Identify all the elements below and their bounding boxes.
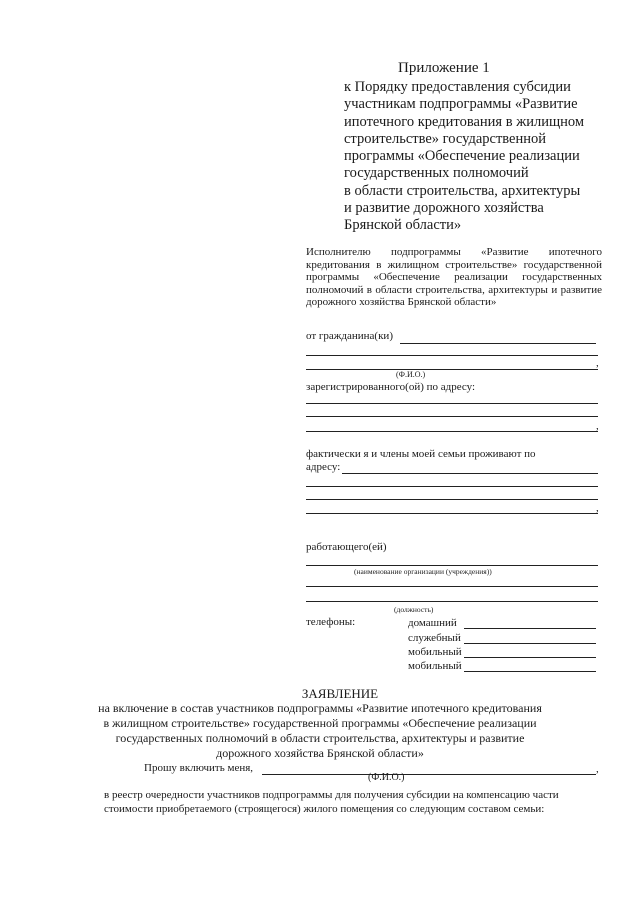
appendix-line: ипотечного кредитования в жилищном xyxy=(344,113,585,130)
statement-body-line: стоимости приобретаемого (строящегося) жилого помещения со следующим составом семьи: xyxy=(104,803,545,815)
registered-address-label: зарегистрированного(ой) по адресу: xyxy=(306,381,476,393)
phone-work-label: служебный xyxy=(408,632,461,644)
statement-body xyxy=(104,788,559,816)
appendix-title: Приложение 1 xyxy=(398,60,490,76)
statement-subtitle-line: на включение в состав участников подпрограммы «Развитие ипотечного кредитования xyxy=(98,701,542,715)
actual-address-label-2: адресу: xyxy=(306,461,341,473)
statement-subtitle-line: государственных полномочий в области строительства, архитектуры и развитие xyxy=(115,731,525,745)
actual-address-field-3[interactable] xyxy=(306,499,598,500)
statement-title: ЗАЯВЛЕНИЕ xyxy=(301,686,379,701)
appendix-line: программы «Обеспечение реализации xyxy=(344,148,580,165)
workplace-field-2[interactable] xyxy=(306,586,598,587)
appendix-line: в области строительства, архитектуры xyxy=(344,182,581,199)
from-citizen-label: от гражданина(ки) xyxy=(306,330,393,342)
comma: , xyxy=(596,357,599,369)
phone-home-label: домашний xyxy=(408,617,457,629)
workplace-field-3[interactable] xyxy=(306,601,598,602)
organization-caption: (наименование организации (учреждения)) xyxy=(354,567,492,576)
statement-subtitle-line: дорожного хозяйства Брянской области» xyxy=(216,746,424,760)
registered-address-field-3[interactable] xyxy=(306,431,598,432)
from-citizen-field[interactable] xyxy=(400,343,596,344)
workplace-label: работающего(ей) xyxy=(306,541,387,553)
statement-subtitle-line: в жилищном строительстве» государственной программы «Обеспечение реализации xyxy=(103,716,537,730)
from-citizen-field-2[interactable] xyxy=(306,355,598,356)
phones-label: телефоны: xyxy=(306,616,356,628)
from-citizen-field-3[interactable] xyxy=(306,369,598,370)
statement-subtitle xyxy=(0,701,640,761)
comma: , xyxy=(596,420,599,432)
appendix-line: строительстве» государственной xyxy=(344,130,547,147)
appendix-line: государственных полномочий xyxy=(344,165,529,182)
registered-address-field-1[interactable] xyxy=(306,403,598,404)
statement-body-line: в реестр очередности участников подпрограммы для получения субсидии на компенсацию части xyxy=(104,789,559,801)
comma: , xyxy=(596,763,599,775)
workplace-field-1[interactable] xyxy=(306,565,598,566)
phone-mobile-label: мобильный xyxy=(408,646,462,658)
actual-address-field-2[interactable] xyxy=(306,486,598,487)
phone-work-field[interactable] xyxy=(464,643,596,644)
applicant-name-field[interactable] xyxy=(262,774,596,775)
actual-address-field-1[interactable] xyxy=(342,473,598,474)
phone-home-field[interactable] xyxy=(464,628,596,629)
position-caption: (должность) xyxy=(394,605,434,614)
request-label: Прошу включить меня, xyxy=(144,762,254,774)
appendix-line: и развитие дорожного хозяйства xyxy=(344,200,544,217)
appendix-line: Брянской области» xyxy=(344,217,462,234)
phone-mobile-2-field[interactable] xyxy=(464,671,596,672)
actual-address-label: фактически я и члены моей семьи проживают по xyxy=(306,448,536,460)
addressee-text: Исполнителю подпрограммы «Развитие ипотечного кредитования в жилищном строительстве» государственной программы «Обеспечение реализации государственных полномочий в области строительства, архитектуры и развитие дорожного хозяйства Брянской области» xyxy=(306,246,602,309)
fio-caption: (Ф.И.О.) xyxy=(396,370,426,379)
appendix-line: к Порядку предоставления субсидии xyxy=(344,79,571,95)
applicant-fio-caption: (Ф.И.О.) xyxy=(368,772,405,783)
phone-mobile-2-label: мобильный xyxy=(408,660,462,672)
phone-mobile-field[interactable] xyxy=(464,657,596,658)
appendix-subtitle xyxy=(344,79,584,235)
actual-address-field-4[interactable] xyxy=(306,513,598,514)
appendix-line: участникам подпрограммы «Развитие xyxy=(344,96,578,113)
comma: , xyxy=(596,502,599,514)
registered-address-field-2[interactable] xyxy=(306,416,598,417)
